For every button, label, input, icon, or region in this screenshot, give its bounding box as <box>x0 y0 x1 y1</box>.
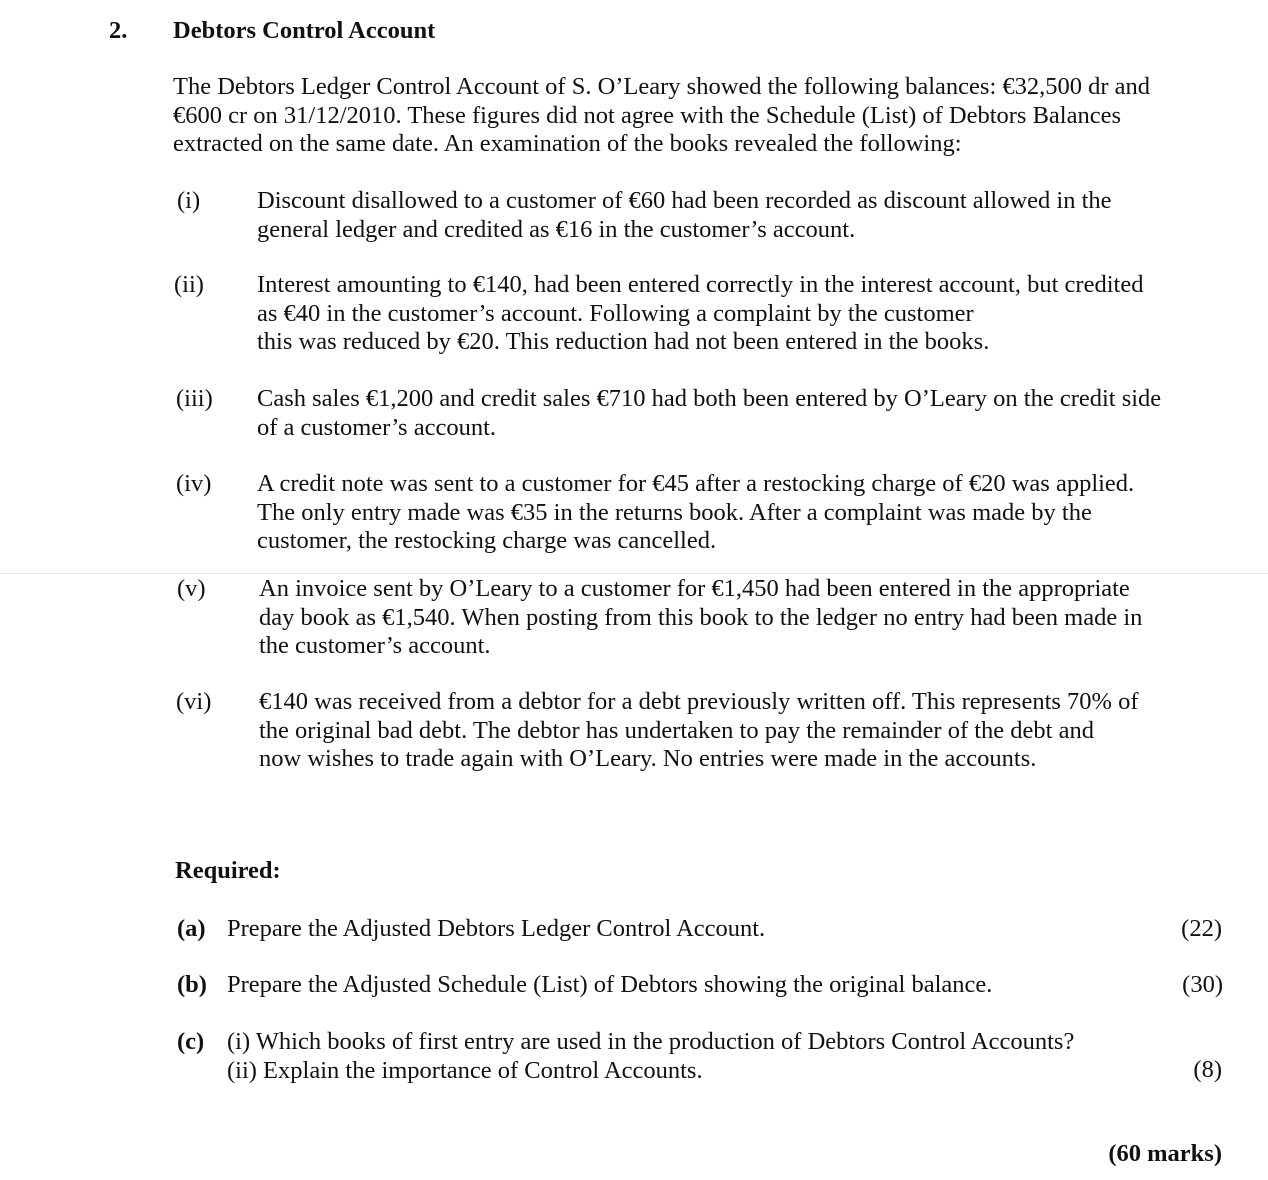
item-line: the original bad debt. The debtor has undertaken to pay the remainder of the debt and <box>259 716 1094 744</box>
item-line: day book as €1,540. When posting from this book to the ledger no entry had been made in <box>259 603 1143 631</box>
item-line: Discount disallowed to a customer of €60 had been recorded as discount allowed in the <box>257 187 1112 214</box>
item-text-iv <box>257 470 1134 556</box>
question-number: 2. <box>109 17 128 44</box>
item-label-iv: (iv) <box>176 470 212 497</box>
item-line: as €40 in the customer’s account. Following a complaint by the customer <box>257 299 974 327</box>
item-text-i <box>257 187 1112 244</box>
item-line: this was reduced by €20. This reduction had not been entered in the books. <box>257 328 990 355</box>
item-line: Cash sales €1,200 and credit sales €710 had both been entered by O’Leary on the credit side <box>257 385 1162 412</box>
part-line: (ii) Explain the importance of Control Accounts. <box>227 1056 703 1084</box>
item-text-v <box>259 575 1142 661</box>
item-label-iii: (iii) <box>176 385 213 412</box>
part-text-b: Prepare the Adjusted Schedule (List) of Debtors showing the original balance. <box>227 971 993 998</box>
item-line: of a customer’s account. <box>257 413 497 441</box>
part-text-c <box>227 1028 1074 1085</box>
part-label-a: (a) <box>177 915 206 942</box>
total-marks: (60 marks) <box>1108 1140 1222 1167</box>
item-text-ii <box>257 271 1143 357</box>
question-title: Debtors Control Account <box>173 17 436 44</box>
item-line: An invoice sent by O’Leary to a customer for €1,450 had been entered in the appropriate <box>259 575 1130 602</box>
item-line: Interest amounting to €140, had been entered correctly in the interest account, but credited <box>257 271 1144 298</box>
intro-line: €600 cr on 31/12/2010. These figures did not agree with the Schedule (List) of Debtors Balances <box>173 101 1122 129</box>
item-label-ii: (ii) <box>174 271 204 298</box>
item-line: customer, the restocking charge was cancelled. <box>257 527 717 554</box>
item-line: €140 was received from a debtor for a debt previously written off. This represents 70% of <box>259 688 1139 715</box>
item-label-v: (v) <box>177 575 206 602</box>
item-line: the customer’s account. <box>259 632 491 659</box>
item-text-vi <box>259 688 1138 774</box>
part-marks-b: (30) <box>1182 971 1223 998</box>
item-text-iii <box>257 385 1161 442</box>
part-label-b: (b) <box>177 971 207 998</box>
item-line: general ledger and credited as €16 in the customer’s account. <box>257 215 856 243</box>
intro-line: The Debtors Ledger Control Account of S. O’Leary showed the following balances: €32,500 dr and <box>173 73 1151 100</box>
part-text-a: Prepare the Adjusted Debtors Ledger Control Account. <box>227 915 766 942</box>
page-divider <box>0 573 1268 574</box>
part-line: (i) Which books of first entry are used in the production of Debtors Control Accounts? <box>227 1028 1075 1055</box>
intro-line: extracted on the same date. An examination of the books revealed the following: <box>173 130 962 157</box>
item-line: A credit note was sent to a customer for €45 after a restocking charge of €20 was applied. <box>257 470 1135 497</box>
part-marks-c: (8) <box>1193 1056 1222 1083</box>
required-heading: Required: <box>175 857 281 884</box>
part-marks-a: (22) <box>1181 915 1222 942</box>
item-line: The only entry made was €35 in the returns book. After a complaint was made by the <box>257 498 1092 526</box>
item-label-i: (i) <box>177 187 201 214</box>
item-label-vi: (vi) <box>176 688 212 715</box>
item-line: now wishes to trade again with O’Leary. No entries were made in the accounts. <box>259 745 1037 772</box>
part-label-c: (c) <box>177 1028 205 1055</box>
intro-paragraph <box>173 73 1150 159</box>
